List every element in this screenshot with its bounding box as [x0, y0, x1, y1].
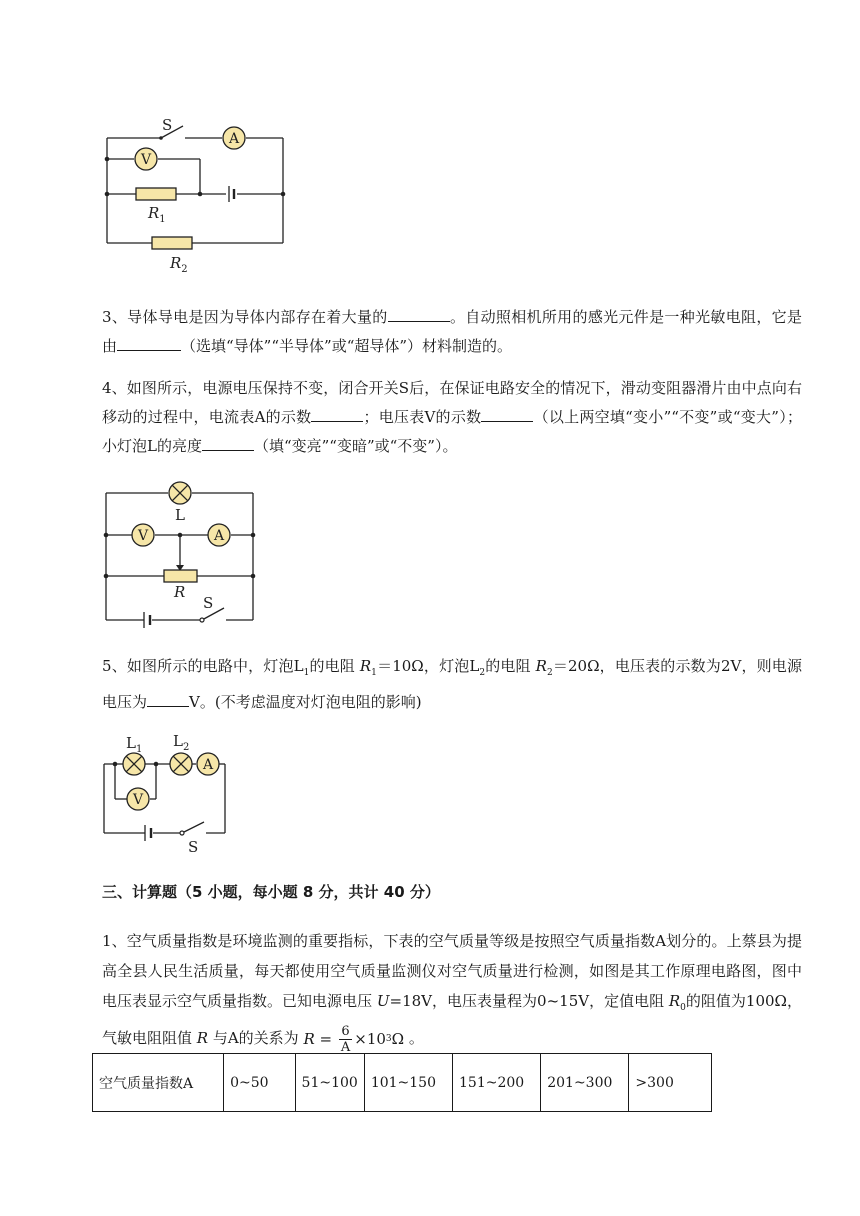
resistance-formula — [303, 1024, 404, 1055]
switch-label: S — [188, 838, 199, 856]
ammeter-icon — [208, 524, 230, 546]
calc1-text-a: 1、空气质量指数是环境监测的重要指标，下表的空气质量等级是按照空气质量指数A划分的。上蔡县为提高全县人民生活质量，每天都使用空气质量监测仪对空气质量进行检测，如图是其工作原理电路图，图中电压表显示空气质量指数。已知电源电压 — [102, 932, 802, 1010]
formula-unit: Ω — [391, 1030, 405, 1048]
formula-denominator: A — [340, 1039, 351, 1055]
r1-subscript: 1 — [159, 214, 166, 225]
q4-text-d: （填“变亮”“变暗”或“不变”）。 — [253, 437, 458, 455]
resistor-r1-icon — [136, 188, 176, 200]
calc-question-1 — [102, 926, 802, 1055]
svg-text:L2 — [173, 732, 189, 753]
table-cell: 201~300 — [541, 1054, 629, 1112]
voltmeter-label: V — [137, 528, 149, 544]
formula-fraction — [339, 1024, 352, 1055]
formula-multiplier: ×10 — [354, 1030, 386, 1048]
table-cell: 0~50 — [224, 1054, 295, 1112]
question-5 — [102, 652, 802, 717]
q3-text-a: 3、导体导电是因为导体内部存在着大量的 — [102, 308, 388, 326]
q5-sub: 1 — [371, 668, 377, 678]
q5-sub: 2 — [546, 668, 553, 678]
l1-label: L — [126, 734, 136, 752]
calc1-sub: 0 — [680, 1003, 686, 1013]
q5-text-c: ＝10Ω，灯泡L — [376, 657, 480, 675]
svg-text:R1 — [147, 204, 166, 225]
table-cell: 101~150 — [364, 1054, 452, 1112]
rheostat-icon — [164, 570, 197, 582]
circuit-diagram-2 — [96, 474, 266, 634]
resistor-r2-icon — [152, 237, 192, 249]
voltmeter-label: V — [140, 152, 152, 168]
answer-blank[interactable] — [147, 692, 189, 707]
calc1-r: R — [196, 1029, 209, 1047]
q5-text-a: 5、如图所示的电路中，灯泡L — [102, 657, 304, 675]
calc1-r0: R — [668, 992, 681, 1010]
q5-r1: R — [359, 657, 372, 675]
q5-r2: R — [535, 657, 547, 675]
calc1-text-d: 与A的关系为 — [208, 1029, 304, 1047]
q3-text-c: （选填“导体”“半导体”或“超导体”）材料制造的。 — [181, 337, 513, 355]
ammeter-icon — [197, 753, 219, 775]
switch-label: S — [162, 116, 173, 134]
table-row — [93, 1054, 712, 1112]
table-cell: 空气质量指数A — [93, 1054, 224, 1112]
ammeter-label: A — [228, 131, 240, 147]
q5-sub: 2 — [479, 668, 486, 678]
ammeter-label: A — [213, 528, 225, 544]
calc1-u: U — [376, 992, 390, 1010]
circuit-diagram-3 — [96, 728, 236, 858]
calc1-text-b: =18V，电压表量程为0~15V，定值电阻 — [389, 992, 669, 1010]
q5-text-f: V。(不考虑温度对灯泡电阻的影响) — [189, 693, 422, 711]
aqi-table — [92, 1053, 712, 1112]
q5-sub: 1 — [303, 668, 310, 678]
q4-text-b: ；电压表V的示数 — [363, 408, 482, 426]
rheostat-label: R — [174, 583, 186, 601]
answer-blank[interactable] — [311, 407, 363, 422]
formula-equals: = — [314, 1030, 337, 1048]
l1-subscript: 1 — [135, 744, 143, 755]
switch-label: S — [203, 594, 214, 612]
formula-exponent: 3 — [385, 1034, 392, 1044]
r2-subscript: 2 — [181, 264, 188, 275]
table-cell: >300 — [629, 1054, 712, 1112]
table-cell: 51~100 — [295, 1054, 364, 1112]
voltmeter-icon — [135, 148, 157, 170]
question-4 — [102, 374, 802, 461]
l2-label: L — [173, 732, 183, 750]
answer-blank[interactable] — [481, 407, 533, 422]
r1-label: R — [148, 204, 160, 222]
ammeter-icon — [223, 127, 245, 149]
question-3 — [102, 303, 802, 361]
svg-text:L1 — [126, 734, 142, 755]
formula-numerator: 6 — [341, 1023, 350, 1039]
calc1-text-e: 。 — [404, 1029, 424, 1047]
l2-subscript: 2 — [182, 742, 190, 753]
ammeter-label: A — [202, 757, 214, 773]
lamp-label: L — [175, 506, 185, 524]
svg-text:R2 — [169, 254, 188, 275]
voltmeter-label: V — [132, 792, 144, 808]
table-cell: 151~200 — [453, 1054, 541, 1112]
circuit-diagram-1 — [96, 110, 296, 280]
answer-blank[interactable] — [202, 436, 254, 451]
lamp-l2-icon — [170, 753, 192, 775]
calc1-text-c: 的阻值为100Ω，气敏电阻阻值 — [102, 992, 802, 1047]
r2-label: R — [170, 254, 182, 272]
section-heading: 三、计算题（5 小题，每小题 8 分，共计 40 分） — [102, 883, 440, 901]
q5-text-d: 的电阻 — [485, 657, 536, 675]
lamp-icon — [169, 482, 191, 504]
lamp-l1-icon — [123, 753, 145, 775]
answer-blank[interactable] — [388, 307, 450, 322]
formula-lhs: R — [303, 1030, 315, 1048]
q4-text-a: 4、如图所示，电源电压保持不变，闭合开关S后，在保证电路安全的情况下，滑动变阻器滑片由中点向右移动的过程中，电流表A的示数 — [102, 379, 802, 426]
answer-blank[interactable] — [117, 336, 181, 351]
q5-text-b: 的电阻 — [309, 657, 360, 675]
voltmeter-icon — [132, 524, 154, 546]
voltmeter-icon — [127, 788, 149, 810]
q5-text-e: ＝20Ω，电压表的示数为2V，则电源电压为 — [102, 657, 802, 711]
q4-text-c: （以上两空填“变小”“不变”或“变大”）；小灯泡L的亮度 — [102, 408, 802, 455]
q3-text-b: 。自动照相机所用的感光元件是一种光敏电阻，它是由 — [102, 308, 802, 355]
